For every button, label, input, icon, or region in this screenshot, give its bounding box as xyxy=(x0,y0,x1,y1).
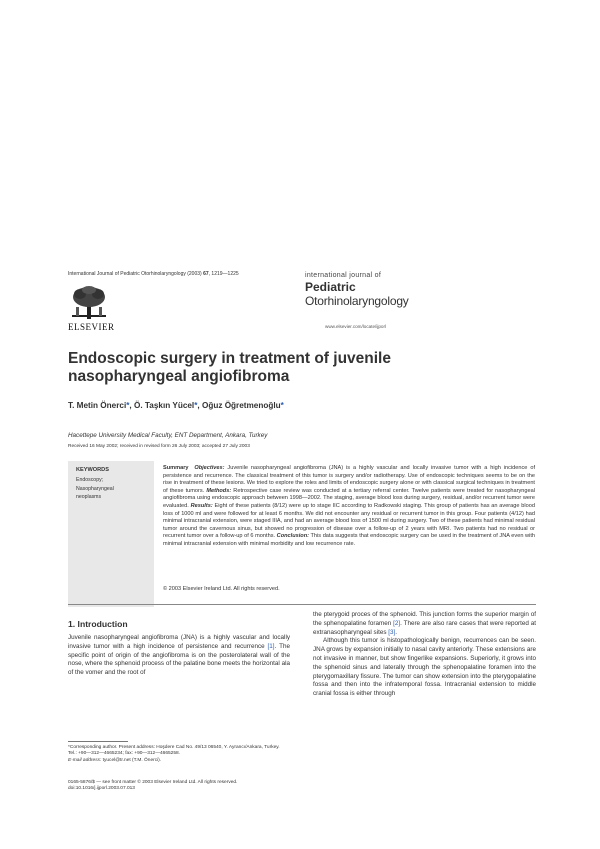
issn-line: 0165-5876/$ — see front matter © 2003 Elsevier Ireland Ltd. All rights reserved. xyxy=(68,780,238,785)
divider xyxy=(68,604,536,605)
body-column-left: Juvenile nasopharyngeal angiofibroma (JNA) is a highly vascular and locally invasive tumor with a high incidence of persistence and recurrence [1]. The specific point of origin of the angiofibroma is on the posterolateral wall of the nose, where the sphenoid process of the palatine bone meets the horizontal ala of the vomer and the root of xyxy=(68,634,290,677)
author-name: Oğuz Öğretmenoğlu xyxy=(201,401,281,410)
author-mark[interactable]: * xyxy=(126,401,130,410)
publisher-name: ELSEVIER xyxy=(68,322,115,332)
footnote: *Corresponding author. Present address: Hoşdere Cad No. 49/13 06540, Y. Ayrancı/Ankara, Turkey. Tel.: +90—312—4665234; fax: +90—312—4665258. E-mail address: tyucel@tr.net (T.M. Önerci). xyxy=(68,745,280,763)
journal-citation: International Journal of Pediatric Otorhinolaryngology (2003) 67, 1219—1225 xyxy=(68,271,239,277)
elsevier-tree-logo xyxy=(68,285,110,321)
author-list: T. Metin Önerci*, Ö. Taşkın Yücel*, Oğuz Öğretmenoğlu* xyxy=(68,401,284,410)
keywords-list xyxy=(76,476,114,502)
keyword-item: Endoscopy; xyxy=(76,477,104,483)
reference-link[interactable]: [2] xyxy=(393,619,401,627)
author-name: Ö. Taşkın Yücel xyxy=(133,401,195,410)
article-dates: Received 16 May 2002; received in revised form 26 July 2003; accepted 27 July 2003 xyxy=(68,444,250,449)
keyword-item: neoplasms xyxy=(76,494,102,500)
front-matter xyxy=(68,780,237,793)
section-heading: 1. Introduction xyxy=(68,619,128,629)
affiliation: Hacettepe University Medical Faculty, ENT Department, Ankara, Turkey xyxy=(68,432,268,439)
reference-link[interactable]: [3] xyxy=(388,628,396,636)
author-mark[interactable]: * xyxy=(280,401,284,410)
doi[interactable]: doi:10.1016/j.ijporl.2003.07.013 xyxy=(68,786,135,792)
reference-link[interactable]: [1] xyxy=(267,642,275,650)
copyright-notice: © 2003 Elsevier Ireland Ltd. All rights reserved. xyxy=(163,586,280,592)
email-address[interactable]: tyucel@tr.net (T.M. Önerci). xyxy=(101,757,162,763)
abstract: Summary Objectives: Juvenile nasopharyngeal angiofibroma (JNA) is a highly vascular and locally invasive tumor with a high incidence of persistence and recurrence. The classical treatment of this tumor is surgery and/or radiotherapy. Use of endoscopic techniques seems to be on the rise in treatment of these lesions. We tried to explore the roles and limits of endoscopic surgery alone or with classical surgical techniques in treatment of these tumors. Methods: Retrospective case review was conducted at a tertiary referral center. Twelve patients were treated for nasopharyngeal angiofibroma using endoscopic approach between 1998—2002. The staging, average blood loss during surgery, residual, and/or recurrent tumor were evaluated. Results: Eight of these patients (8/12) were up to stage IIC according to Radkowski staging. This group of patients has an average blood loss of 1000 ml and were followed for at least 6 months. We did not encounter any residual or recurrent tumor in this group. Four patients (4/12) had minimal intracranial extension, were staged IIIA, and had an average blood loss of 1500 ml during surgery. Two of these patients had minimal residual tumor around the cavernous sinus, but showed no progression of disease over a follow-up of 2 years with MRI. Two patients had no residual or recurrent tumor over a follow-up of 6 months. Conclusion: This data suggests that endoscopic surgery can be used in the treatment of JNA even with minimal intracranial extension with minimal morbidity and low recurrence rate. xyxy=(163,465,535,547)
journal-url[interactable]: www.elsevier.com/locate/ijporl xyxy=(325,324,387,329)
journal-title-sub: Otorhinolaryngology xyxy=(305,294,409,308)
footnote-rule xyxy=(68,741,128,742)
paragraph: Although this tumor is histopathologically benign, recurrences can be seen. JNA grows by expansion initially to nasal cavity anteriorly. These extensions are not invasive in manner, but show fingerlike expansions. Superiorly, it grows into the sphenoid sinus and laterally through the sphenopalatine foramen into the pterygomaxillary fissure. The tumor can show extension into the pterygopalatine fossa and then into the infratemporal fossa. Intracranial extension to middle cranial fossa is either through xyxy=(313,637,536,698)
journal-title-top: international journal of xyxy=(305,272,382,279)
keywords-heading: KEYWORDS xyxy=(76,467,109,473)
body-column-right: the pterygoid proces of the sphenoid. This junction forms the superior margin of the sphenopalatine foramen [2]. There are also rare cases that were reported at extranasopharyngeal sites [3]. Although this tumor is histopathologically benign, recurrences can be seen. JNA grows by expansion initially to nasal cavity anteriorly. These extensions are not invasive in manner, but show fingerlike expansions. Superiorly, it grows into the sphenoid sinus and laterally through the sphenopalatine foramen into the pterygomaxillary fissure. The tumor can show extension into the pterygopalatine fossa and then into the infratemporal fossa. Intracranial extension to middle cranial fossa is either through xyxy=(313,611,536,698)
keyword-item: Nasopharyngeal xyxy=(76,485,114,492)
journal-title-main: Pediatric xyxy=(305,280,356,294)
author-mark[interactable]: * xyxy=(194,401,198,410)
article-title: Endoscopic surgery in treatment of juvenile nasopharyngeal angiofibroma xyxy=(68,350,391,385)
author-name: T. Metin Önerci xyxy=(68,401,127,410)
